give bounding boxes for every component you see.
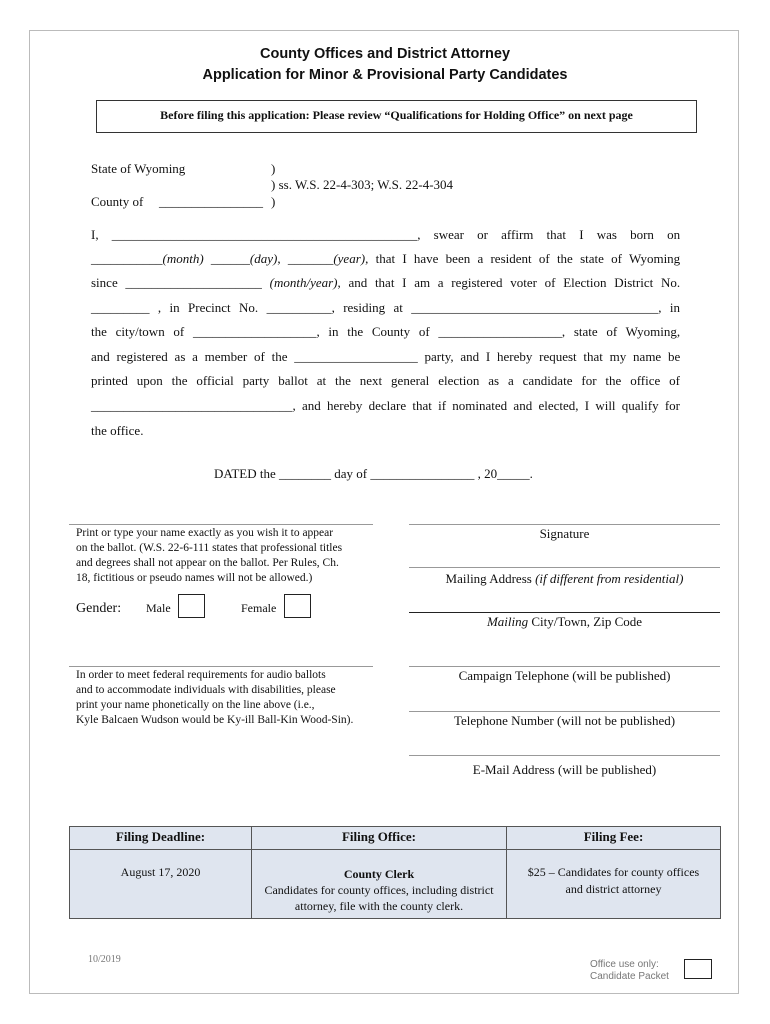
- office-body: [252, 866, 506, 914]
- deadline-column: [70, 827, 252, 918]
- oath-word: general: [391, 373, 430, 388]
- oath-word: member: [204, 349, 248, 364]
- oath-word: the: [556, 251, 573, 266]
- oath-word: of: [538, 251, 550, 266]
- oath-word: my: [609, 349, 627, 364]
- gender-label: Gender:: [76, 601, 122, 616]
- oath-word: a: [437, 275, 444, 290]
- notice-box: Before filing this application: Please review “Qualifications for Holding Office” on next page: [96, 100, 697, 133]
- oath-word: No.: [239, 300, 259, 315]
- oath-line[interactable]: [91, 251, 680, 267]
- oath-word: that: [374, 275, 395, 290]
- oath-word: that: [583, 349, 603, 364]
- oath-word: hereby: [327, 398, 363, 413]
- signature-line[interactable]: [409, 524, 720, 525]
- oath-word: Precinct: [188, 300, 231, 315]
- oath-word: ___________________,: [192, 324, 320, 339]
- oath-word: _______(year),: [287, 251, 369, 266]
- phonetic-name-line[interactable]: [69, 666, 373, 667]
- oath-word: upon: [136, 373, 163, 388]
- oath-word: ___________________: [294, 349, 418, 364]
- county-label: County of: [91, 194, 144, 209]
- oath-word: and: [301, 398, 321, 413]
- oath-word: ______(day),: [210, 251, 281, 266]
- oath-word: County: [371, 324, 411, 339]
- oath-word: request: [539, 349, 577, 364]
- fee-header: Filing Fee:: [583, 829, 644, 844]
- paren-top: ): [271, 161, 276, 176]
- deadline-header: Filing Deadline:: [115, 829, 206, 844]
- oath-word: Wyoming,: [625, 324, 681, 339]
- female-checkbox[interactable]: [284, 594, 311, 618]
- oath-word: on: [667, 227, 681, 242]
- oath-word: for: [581, 373, 597, 388]
- oath-word: _______________________________,: [91, 398, 296, 413]
- oath-word: in: [669, 300, 681, 315]
- fee-line-1: $25 – Candidates for county offices: [527, 865, 700, 879]
- oath-word: and: [460, 349, 480, 364]
- oath-word: that: [546, 227, 567, 242]
- oath-word: __________,: [266, 300, 335, 315]
- oath-word: in: [169, 300, 180, 315]
- office-column: [252, 827, 507, 918]
- oath-word: state: [580, 251, 604, 266]
- oath-word: swear: [433, 227, 464, 242]
- ss-statute: ) ss. W.S. 22-4-303; W.S. 22-4-304: [271, 177, 454, 192]
- oath-word: and: [348, 275, 368, 290]
- oath-word: a: [507, 373, 514, 388]
- oath-last-line: the office.: [91, 423, 144, 438]
- state-label: State of Wyoming: [91, 161, 186, 176]
- oath-word: the: [334, 373, 351, 388]
- oath-word: or: [477, 227, 488, 242]
- oath-word: No.: [660, 275, 681, 290]
- oath-word: next: [359, 373, 383, 388]
- mailing-city-label: Mailing City/Town, Zip Code: [486, 614, 643, 629]
- oath-word: the: [605, 373, 622, 388]
- oath-word: of: [669, 373, 681, 388]
- fee-line-2: and district attorney: [565, 882, 662, 896]
- mailing-city-line[interactable]: [409, 612, 720, 613]
- oath-word: of: [173, 324, 185, 339]
- oath-word: hereby: [497, 349, 533, 364]
- office-header: Filing Office:: [341, 829, 416, 844]
- oath-line[interactable]: [91, 398, 680, 414]
- male-label: Male: [146, 601, 171, 615]
- oath-word: _________: [91, 300, 150, 315]
- oath-word: _____________________: [125, 275, 262, 290]
- oath-word: nominated: [452, 398, 508, 413]
- print-name-instructions: Print or type your name exactly as you wish it to appear on the ballot. (W.S. 22-6-111 states that professional titles and degrees shall not appear on the ballot. Per Rules, Ch. 18, fictitious or pseudo names will not be allowed.): [76, 527, 343, 584]
- oath-word: office: [630, 373, 661, 388]
- oath-word: District: [614, 275, 654, 290]
- oath-word: _______________________________________________,: [111, 227, 421, 242]
- oath-word: have: [413, 251, 439, 266]
- oath-word: name: [633, 349, 662, 364]
- email-label: E-Mail Address (will be published): [472, 762, 657, 777]
- oath-word: ballot: [278, 373, 308, 388]
- oath-word: since: [91, 275, 118, 290]
- campaign-phone-line[interactable]: [409, 666, 720, 667]
- oath-word: declare: [368, 398, 407, 413]
- oath-word: of: [254, 349, 265, 364]
- oath-word: if: [438, 398, 447, 413]
- county-blank[interactable]: ________________: [159, 194, 263, 209]
- oath-word: I: [402, 251, 407, 266]
- oath-word: election: [438, 373, 480, 388]
- oath-word: printed: [91, 373, 128, 388]
- oath-word: ______________________________________,: [411, 300, 662, 315]
- oath-word: official: [196, 373, 234, 388]
- dated-line[interactable]: DATED the ________ day of ________________ , 20_____.: [214, 466, 533, 481]
- oath-word: party: [242, 373, 270, 388]
- oath-word: registered: [116, 349, 168, 364]
- male-checkbox[interactable]: [178, 594, 205, 618]
- printed-name-line[interactable]: [69, 524, 373, 525]
- fee-column: [507, 827, 720, 918]
- filing-table: [69, 826, 721, 919]
- paren-bottom: ): [271, 194, 276, 209]
- email-line[interactable]: [409, 755, 720, 756]
- mailing-address-line[interactable]: [409, 567, 720, 568]
- oath-word: of: [606, 324, 618, 339]
- form-subtitle: Application for Minor & Provisional Party Candidates: [202, 67, 568, 83]
- oath-word: at: [393, 300, 403, 315]
- oath-word: residing: [343, 300, 386, 315]
- oath-word: I: [579, 227, 584, 242]
- mailing-address-label: Mailing Address (if different from residential): [445, 571, 684, 586]
- oath-word: will: [595, 398, 616, 413]
- oath-line[interactable]: [91, 227, 680, 243]
- office-note-1: Candidates for county offices, including district: [264, 883, 494, 897]
- oath-word: the: [347, 324, 364, 339]
- oath-word: I: [485, 349, 491, 364]
- oath-word: for: [664, 398, 681, 413]
- phone-label: Telephone Number (will not be published): [453, 713, 676, 728]
- oath-word: born: [630, 227, 654, 242]
- oath-word: of: [611, 251, 622, 266]
- office-name: County Clerk: [343, 867, 415, 881]
- campaign-phone-label: Campaign Telephone (will be published): [458, 668, 671, 683]
- oath-line[interactable]: [91, 300, 680, 316]
- oath-word: I: [402, 275, 407, 290]
- oath-line[interactable]: [91, 373, 680, 389]
- office-note-2: attorney, file with the county clerk.: [294, 899, 464, 913]
- oath-word: the: [171, 373, 188, 388]
- phone-line[interactable]: [409, 711, 720, 712]
- oath-word: qualify: [621, 398, 659, 413]
- oath-word: and: [91, 349, 110, 364]
- oath-word: the: [271, 349, 288, 364]
- oath-word: registered: [451, 275, 503, 290]
- oath-word: the: [91, 324, 107, 339]
- oath-word: affirm: [501, 227, 534, 242]
- oath-word: ___________(month): [91, 251, 204, 266]
- oath-word: I: [584, 398, 590, 413]
- oath-word: candidate: [522, 373, 573, 388]
- oath-word: was: [596, 227, 617, 242]
- oath-word: (month/year),: [269, 275, 341, 290]
- office-use-label: Office use only: Candidate Packet: [590, 959, 669, 982]
- form-title: County Offices and District Attorney: [259, 46, 511, 62]
- oath-word: a: [477, 251, 484, 266]
- oath-word: elected,: [538, 398, 579, 413]
- oath-word: that: [412, 398, 432, 413]
- oath-word: party,: [424, 349, 454, 364]
- oath-word: resident: [490, 251, 532, 266]
- female-label: Female: [241, 601, 277, 615]
- oath-word: city/town: [115, 324, 165, 339]
- oath-word: state: [573, 324, 598, 339]
- oath-word: as: [488, 373, 500, 388]
- oath-word: of: [418, 324, 430, 339]
- oath-word: voter: [510, 275, 537, 290]
- oath-line[interactable]: [91, 349, 680, 365]
- oath-word: be: [667, 349, 681, 364]
- signature-label: Signature: [539, 526, 590, 541]
- form-revision-date: 10/2019: [88, 954, 121, 965]
- phonetic-instructions: In order to meet federal requirements for audio ballots and to accommodate individuals with disabilities, please print your name phonetically on the line above (i.e., Kyle Balcaen Wudson would be Ky-ill Ball-Kin Wood-Sin).: [76, 669, 354, 726]
- oath-word: that: [375, 251, 396, 266]
- oath-word: ,: [157, 300, 162, 315]
- oath-line[interactable]: [91, 324, 680, 340]
- oath-line[interactable]: [91, 275, 680, 291]
- oath-word: been: [445, 251, 471, 266]
- oath-word: am: [414, 275, 431, 290]
- deadline-value: August 17, 2020: [120, 865, 201, 879]
- oath-word: Wyoming: [628, 251, 681, 266]
- office-use-box[interactable]: [684, 959, 712, 979]
- oath-word: Election: [563, 275, 607, 290]
- oath-word: I,: [91, 227, 99, 242]
- oath-word: at: [316, 373, 327, 388]
- fee-body: [507, 864, 720, 898]
- oath-word: ___________________,: [438, 324, 566, 339]
- oath-word: and: [513, 398, 533, 413]
- oath-word: in: [328, 324, 339, 339]
- oath-word: a: [192, 349, 198, 364]
- oath-word: of: [544, 275, 556, 290]
- oath-word: as: [174, 349, 186, 364]
